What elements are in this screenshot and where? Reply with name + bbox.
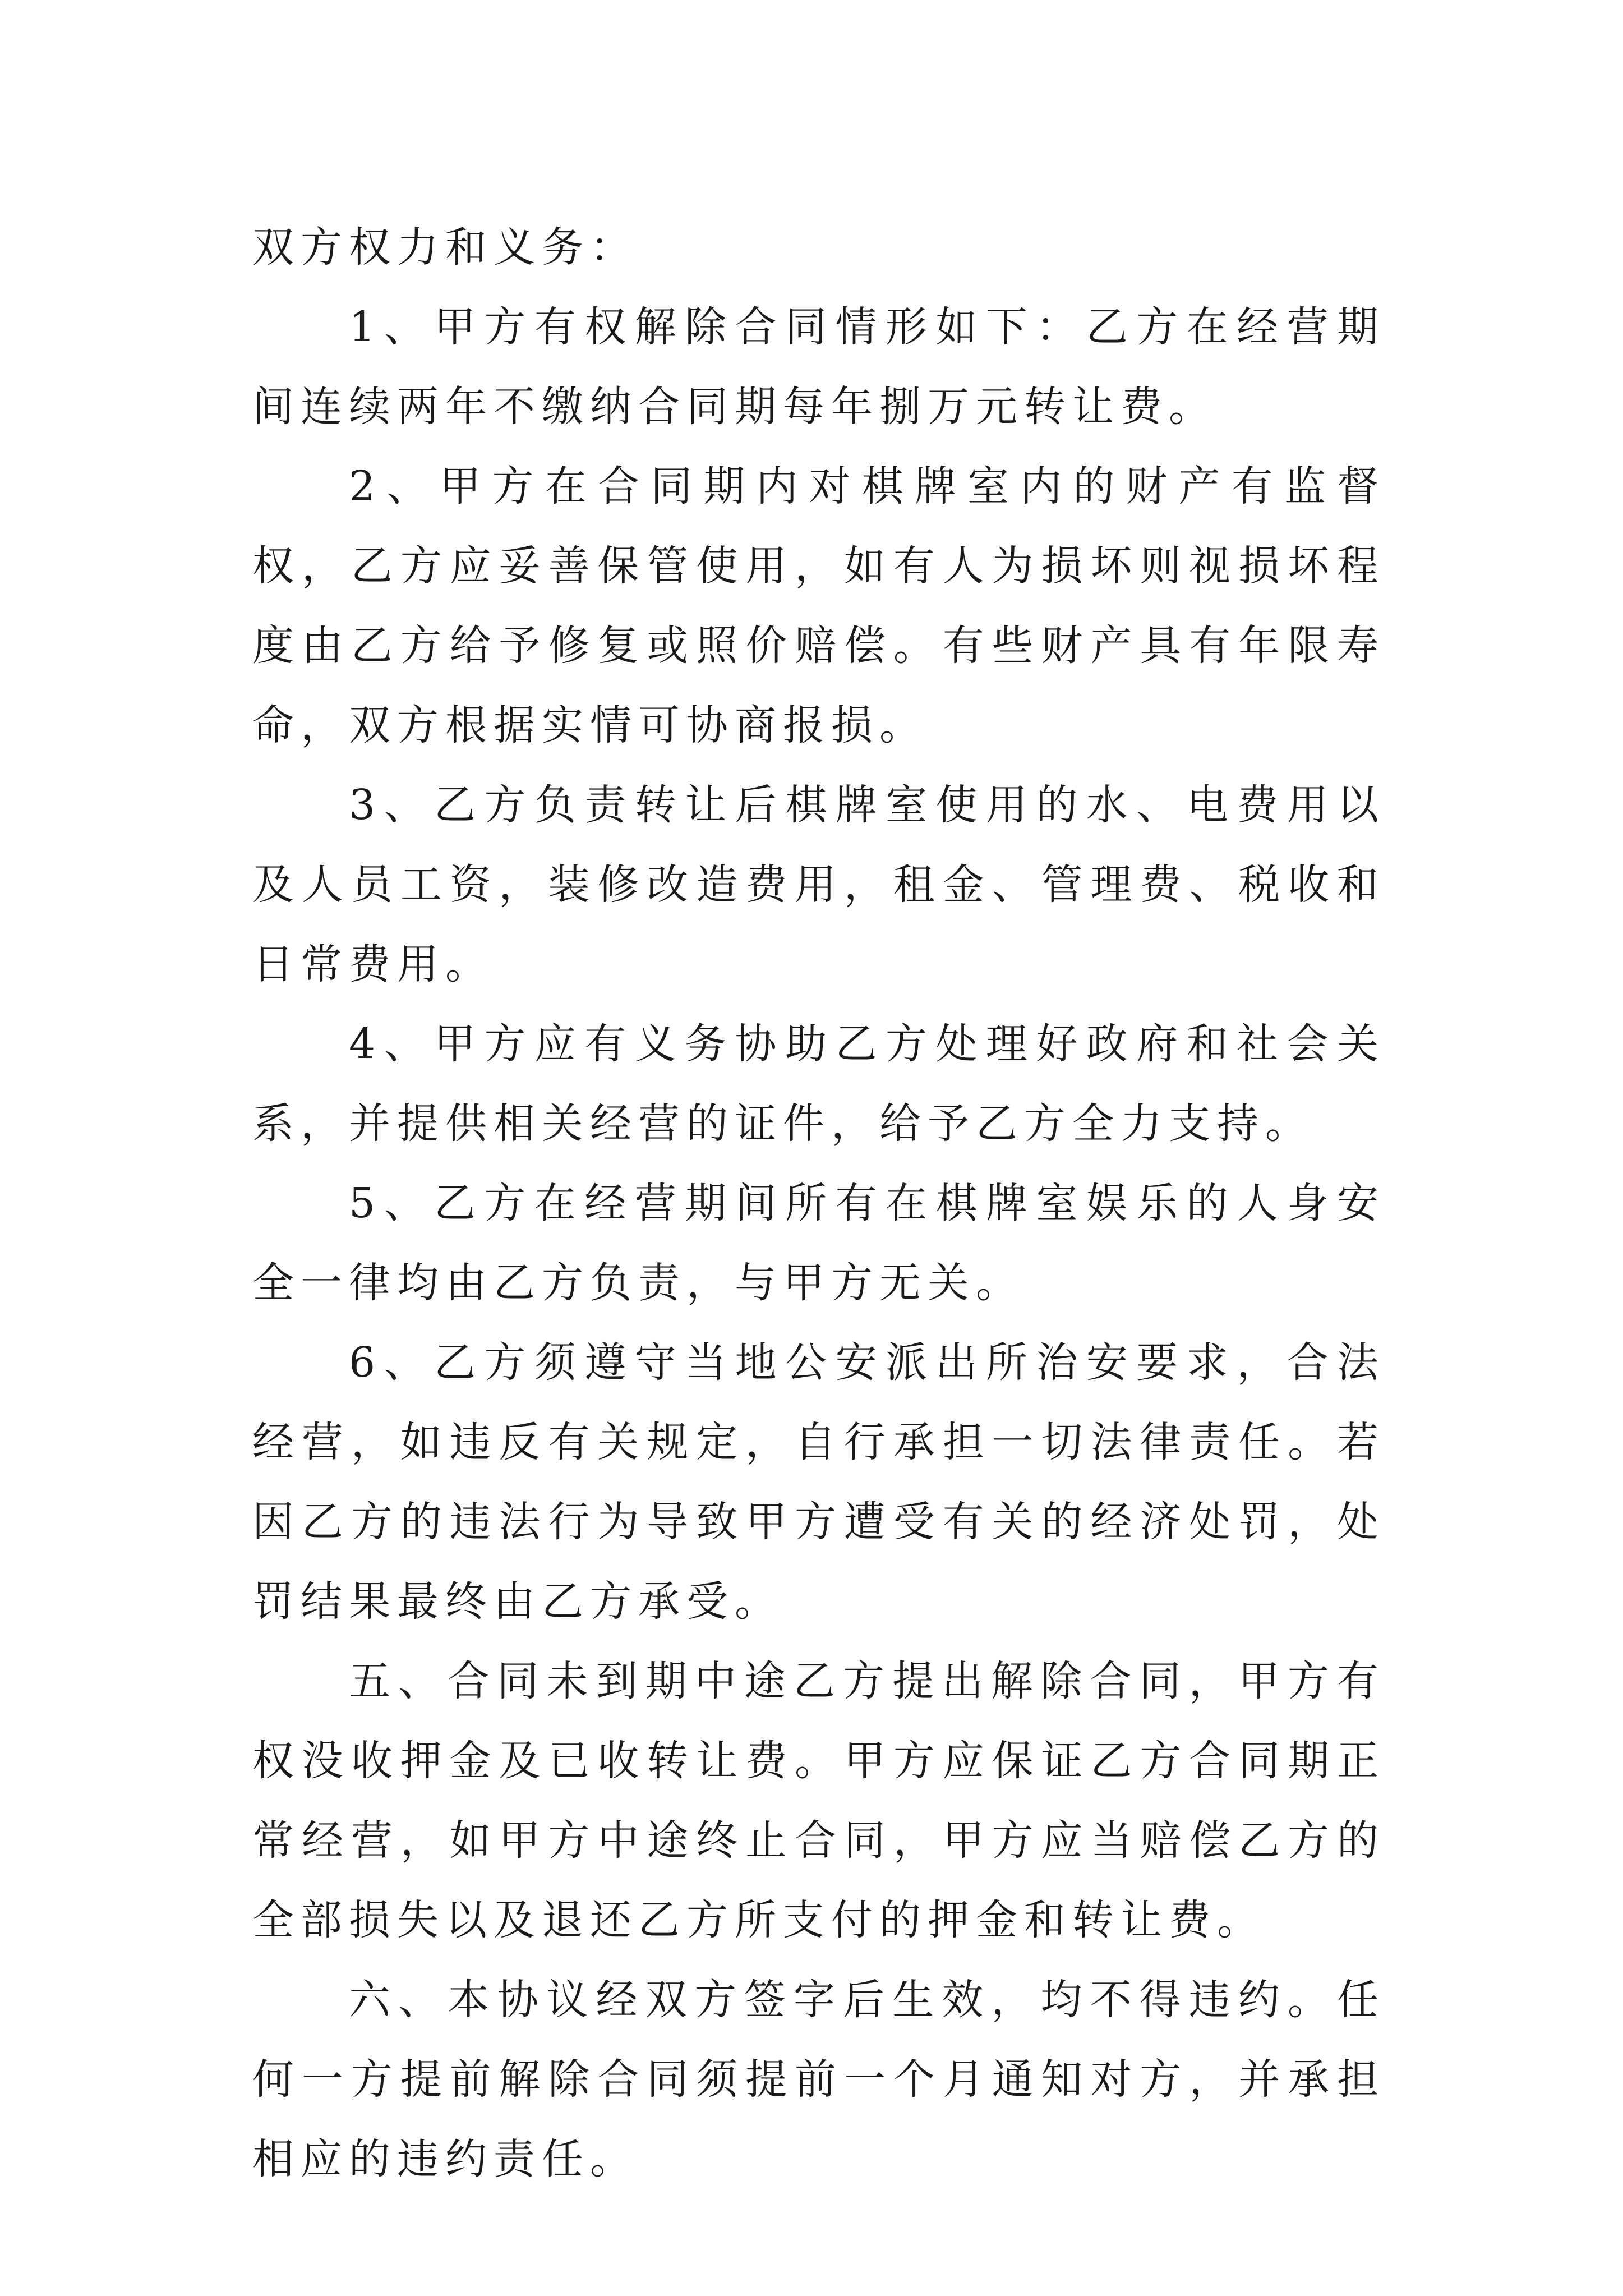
clause-2-property-supervision: 2、甲方在合同期内对棋牌室内的财产有监督权，乙方应妥善保管使用，如有人为损坏则视损坏程度由乙方给予修复或照价赔偿。有些财产具有年限寿命，双方根据实情可协商报损。 bbox=[252, 462, 1385, 749]
document-body bbox=[252, 208, 1385, 2199]
article-5-early-termination: 五、合同未到期中途乙方提出解除合同，甲方有权没收押金及已收转让费。甲方应保证乙方合同期正常经营，如甲方中途终止合同，甲方应当赔偿乙方的全部损失以及退还乙方所支付的押金和转让费。 bbox=[252, 1657, 1385, 1944]
clause-1-termination-rights: 1、甲方有权解除合同情形如下：乙方在经营期间连续两年不缴纳合同期每年捌万元转让费。 bbox=[252, 303, 1385, 431]
section-heading-rights-obligations: 双方权力和义务： bbox=[252, 223, 638, 272]
article-6-effectiveness: 六、本协议经双方签字后生效，均不得违约。任何一方提前解除合同须提前一个月通知对方，并承担相应的违约责任。 bbox=[252, 1976, 1385, 2183]
clause-3-operating-costs: 3、乙方负责转让后棋牌室使用的水、电费用以及人员工资，装修改造费用，租金、管理费、税收和日常费用。 bbox=[252, 781, 1385, 988]
clause-5-personal-safety: 5、乙方在经营期间所有在棋牌室娱乐的人身安全一律均由乙方负责，与甲方无关。 bbox=[252, 1179, 1385, 1307]
clause-4-assistance-obligation: 4、甲方应有义务协助乙方处理好政府和社会关系，并提供相关经营的证件，给予乙方全力支持。 bbox=[252, 1020, 1385, 1148]
clause-6-legal-compliance: 6、乙方须遵守当地公安派出所治安要求，合法经营，如违反有关规定，自行承担一切法律责任。若因乙方的违法行为导致甲方遭受有关的经济处罚，处罚结果最终由乙方承受。 bbox=[252, 1338, 1385, 1626]
